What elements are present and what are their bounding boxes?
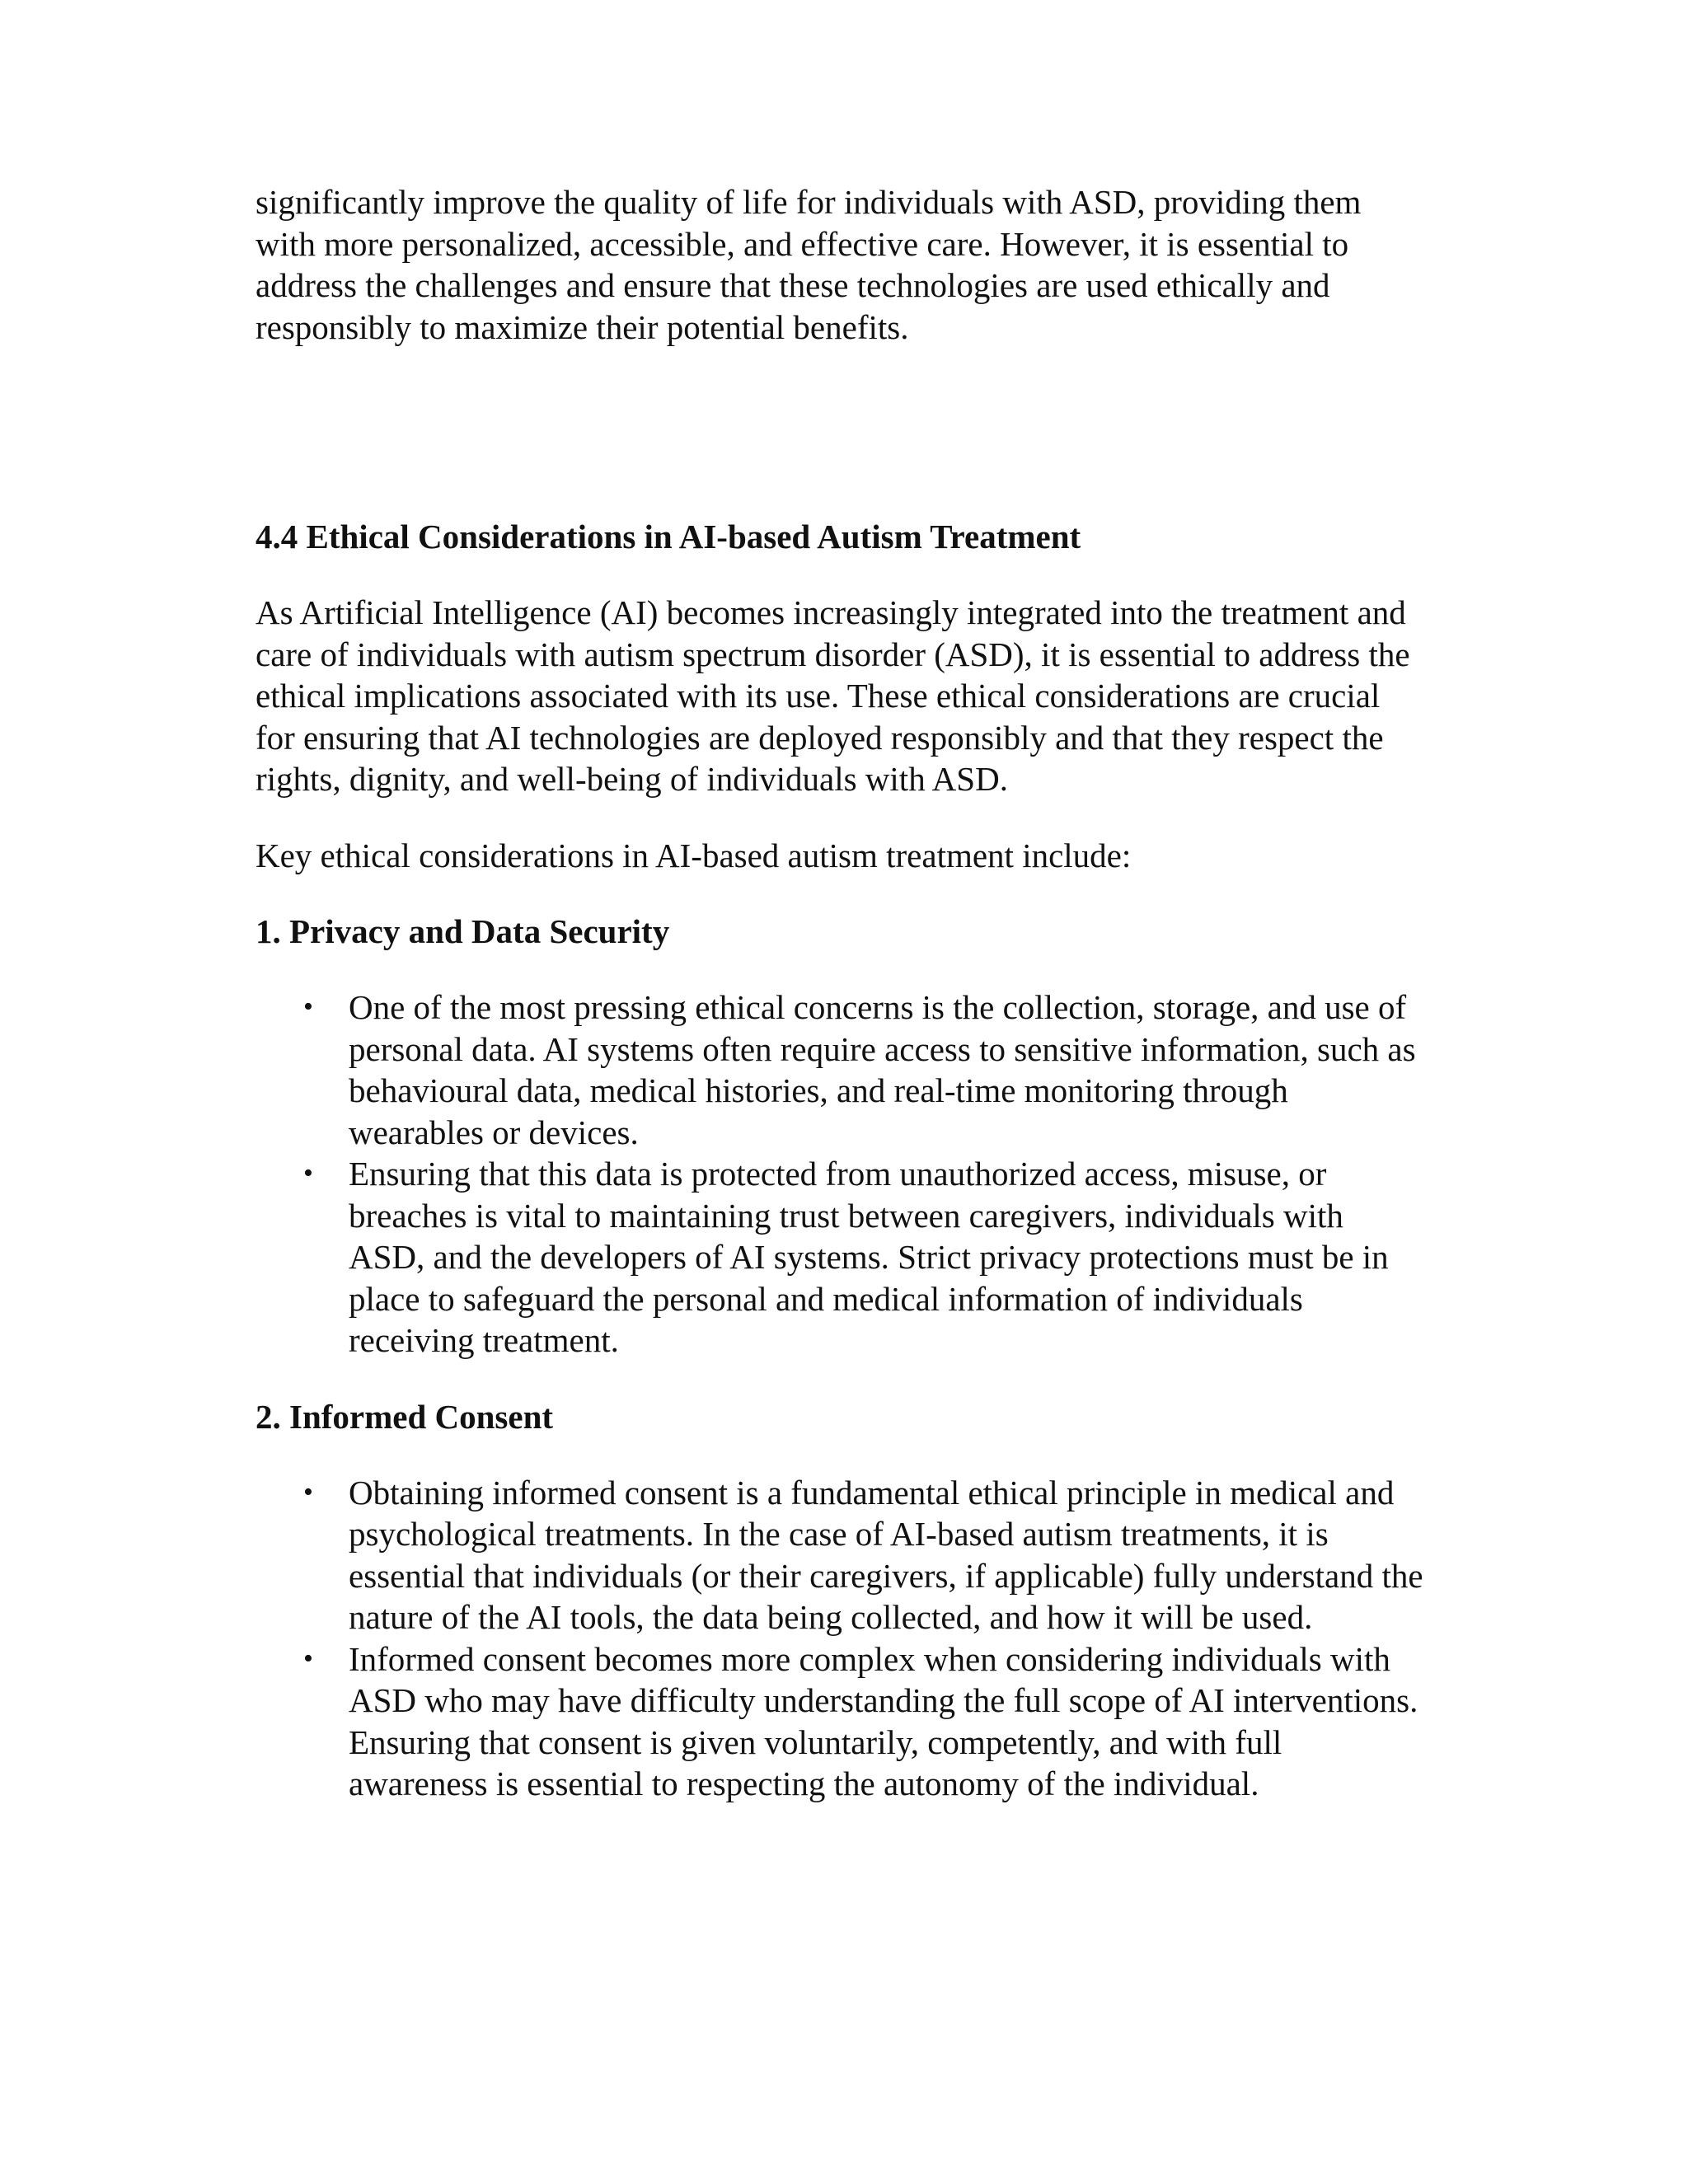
subsection-title-consent: 2. Informed Consent	[256, 1397, 554, 1436]
document-page	[256, 181, 1426, 1805]
section-lead: Key ethical considerations in AI-based autism treatment include:	[256, 836, 1132, 874]
list-item	[256, 1472, 1426, 1638]
list-item	[256, 987, 1426, 1153]
intro-paragraph: significantly improve the quality of life for individuals with ASD, providing them with more personalized, accessible, and effective care. However, it is essential to address the challenges and ensure that these technologies are used ethically and responsibly to maximize their potential benefits.	[256, 183, 1362, 346]
section-title: 4.4 Ethical Considerations in AI-based Autism Treatment	[256, 518, 1081, 555]
list-item-text: Ensuring that this data is protected from unauthorized access, misuse, or breaches is vital to maintaining trust between caregivers, individuals with ASD, and the developers of AI systems. Strict privacy protections must be in place to safeguard the personal and medical information of individuals receiving treatment.	[349, 1155, 1389, 1359]
consent-bullet-list	[256, 1472, 1426, 1805]
list-item	[256, 1638, 1426, 1805]
section-paragraph: As Artificial Intelligence (AI) becomes increasingly integrated into the treatment and care of individuals with autism spectrum disorder (ASD), it is essential to address the ethical implications associated with its use. These ethical considerations are crucial for ensuring that AI technologies are deployed responsibly and that they respect the rights, dignity, and well-being of individuals with ASD.	[256, 593, 1410, 798]
bullet-icon: •	[303, 1476, 313, 1507]
list-item	[256, 1153, 1426, 1361]
privacy-bullet-list	[256, 987, 1426, 1361]
list-item-text: One of the most pressing ethical concerns is the collection, storage, and use of personal data. AI systems often require access to sensitive information, such as behavioural data, medical histories, and real-time monitoring through wearables or devices.	[349, 988, 1416, 1151]
bullet-icon: •	[303, 1643, 313, 1674]
list-item-text: Obtaining informed consent is a fundamental ethical principle in medical and psychological treatments. In the case of AI-based autism treatments, it is essential that individuals (or their caregivers, if applicable) fully understand the nature of the AI tools, the data being collected, and how it will be used.	[349, 1473, 1423, 1636]
bullet-icon: •	[303, 1158, 313, 1188]
subsection-title-privacy: 1. Privacy and Data Security	[256, 912, 670, 950]
list-item-text: Informed consent becomes more complex when considering individuals with ASD who may have difficulty understanding the full scope of AI interventions. Ensuring that consent is given voluntarily, competently, and with full awareness is essential to respecting the autonomy of the individual.	[349, 1639, 1418, 1802]
bullet-icon: •	[303, 991, 313, 1022]
